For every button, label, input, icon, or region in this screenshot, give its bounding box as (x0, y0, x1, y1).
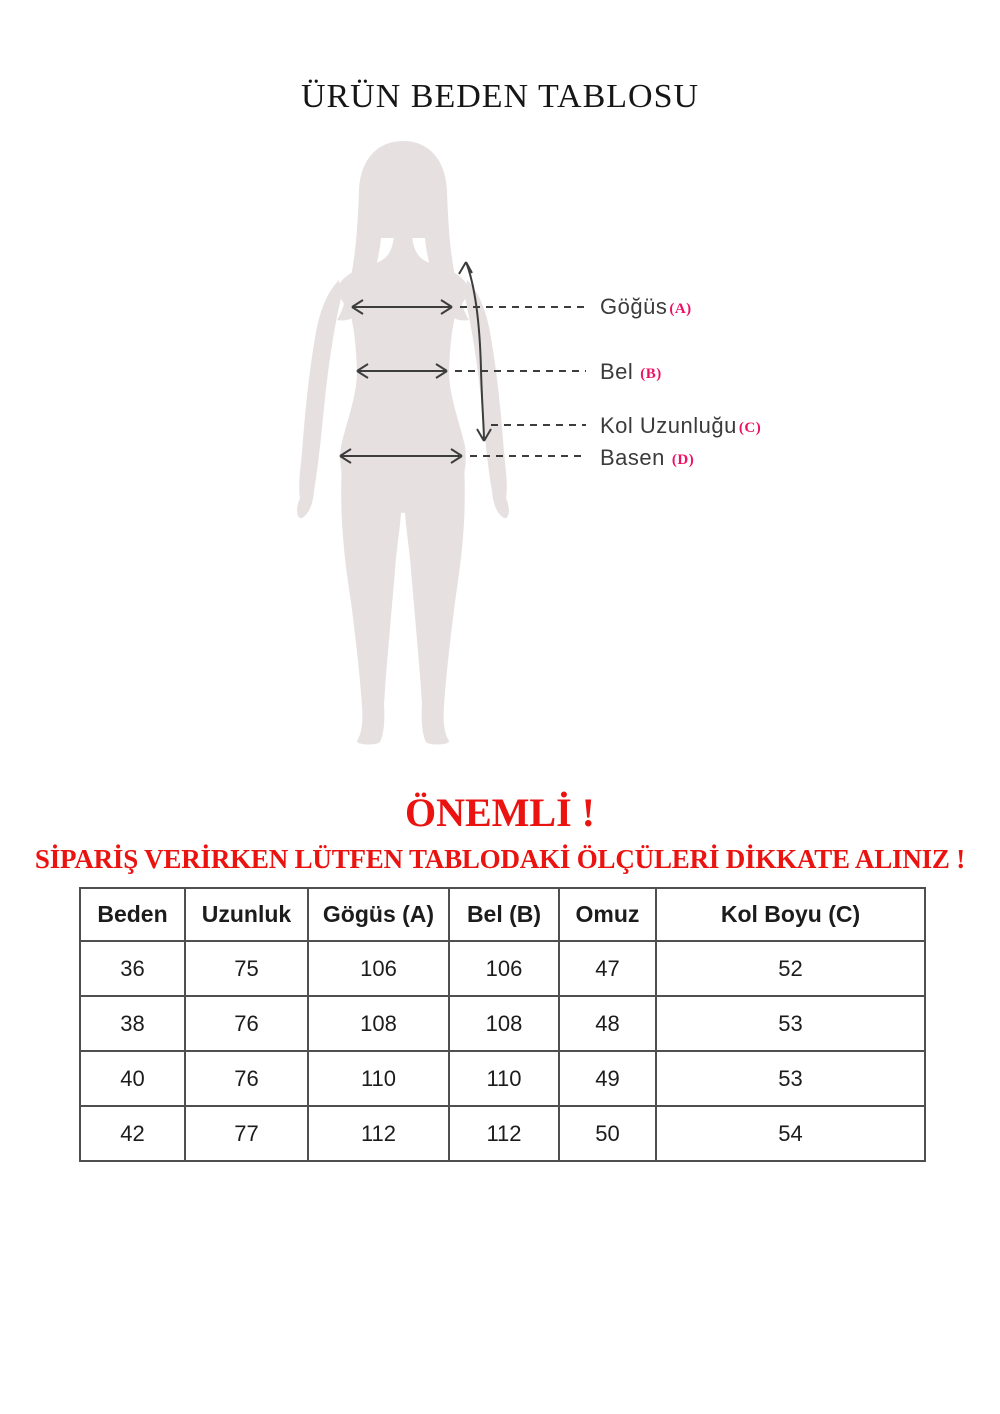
table-cell: 108 (308, 996, 449, 1051)
table-cell: 112 (308, 1106, 449, 1161)
table-cell: 76 (185, 996, 308, 1051)
table-row (80, 941, 925, 996)
table-cell: 38 (80, 996, 185, 1051)
table-cell: 49 (559, 1051, 656, 1106)
table-cell: 106 (308, 941, 449, 996)
silhouette-right-arm (465, 280, 509, 518)
label-arm-length-text: Kol Uzunluğu (600, 413, 737, 438)
label-chest-text: Göğüs (600, 294, 668, 319)
table-cell: 53 (656, 996, 925, 1051)
label-waist-text: Bel (600, 359, 634, 384)
silhouette-left-arm (297, 280, 341, 518)
column-header-beden: Beden (80, 888, 185, 941)
label-arm-length (600, 413, 761, 439)
column-header-kol-boyu: Kol Boyu (C) (656, 888, 925, 941)
table-cell: 36 (80, 941, 185, 996)
table-cell: 48 (559, 996, 656, 1051)
warning-text: SİPARİŞ VERİRKEN LÜTFEN TABLODAKİ ÖLÇÜLERİ DİKKATE ALINIZ ! (34, 844, 966, 874)
silhouette-right-leg (404, 462, 465, 745)
table-cell: 52 (656, 941, 925, 996)
column-header-bel: Bel (B) (449, 888, 559, 941)
table-row (80, 996, 925, 1051)
size-table (79, 887, 926, 1162)
page-title: ÜRÜN BEDEN TABLOSU (300, 78, 700, 115)
table-cell: 77 (185, 1106, 308, 1161)
label-waist (600, 359, 662, 385)
table-cell: 106 (449, 941, 559, 996)
table-cell: 42 (80, 1106, 185, 1161)
label-hip-text: Basen (600, 445, 665, 470)
table-cell: 76 (185, 1051, 308, 1106)
table-row (80, 1051, 925, 1106)
body-measurement-diagram (280, 135, 600, 760)
column-header-uzunluk: Uzunluk (185, 888, 308, 941)
label-hip-letter: (D) (671, 452, 695, 468)
table-cell: 53 (656, 1051, 925, 1106)
label-arm-length-letter: (C) (738, 420, 762, 436)
label-waist-letter: (B) (640, 366, 662, 382)
table-cell: 40 (80, 1051, 185, 1106)
table-row (80, 1106, 925, 1161)
table-cell: 110 (308, 1051, 449, 1106)
table-cell: 47 (559, 941, 656, 996)
column-header-gogus: Gögüs (A) (308, 888, 449, 941)
table-header-row (80, 888, 925, 941)
label-chest-letter: (A) (669, 301, 692, 317)
label-chest (600, 294, 692, 320)
table-cell: 110 (449, 1051, 559, 1106)
silhouette-left-leg (341, 462, 402, 745)
column-header-omuz: Omuz (559, 888, 656, 941)
label-hip (600, 445, 694, 471)
important-heading: ÖNEMLİ ! (405, 790, 595, 835)
table-cell: 112 (449, 1106, 559, 1161)
table-cell: 75 (185, 941, 308, 996)
table-cell: 50 (559, 1106, 656, 1161)
table-cell: 54 (656, 1106, 925, 1161)
table-cell: 108 (449, 996, 559, 1051)
female-silhouette (297, 141, 509, 745)
